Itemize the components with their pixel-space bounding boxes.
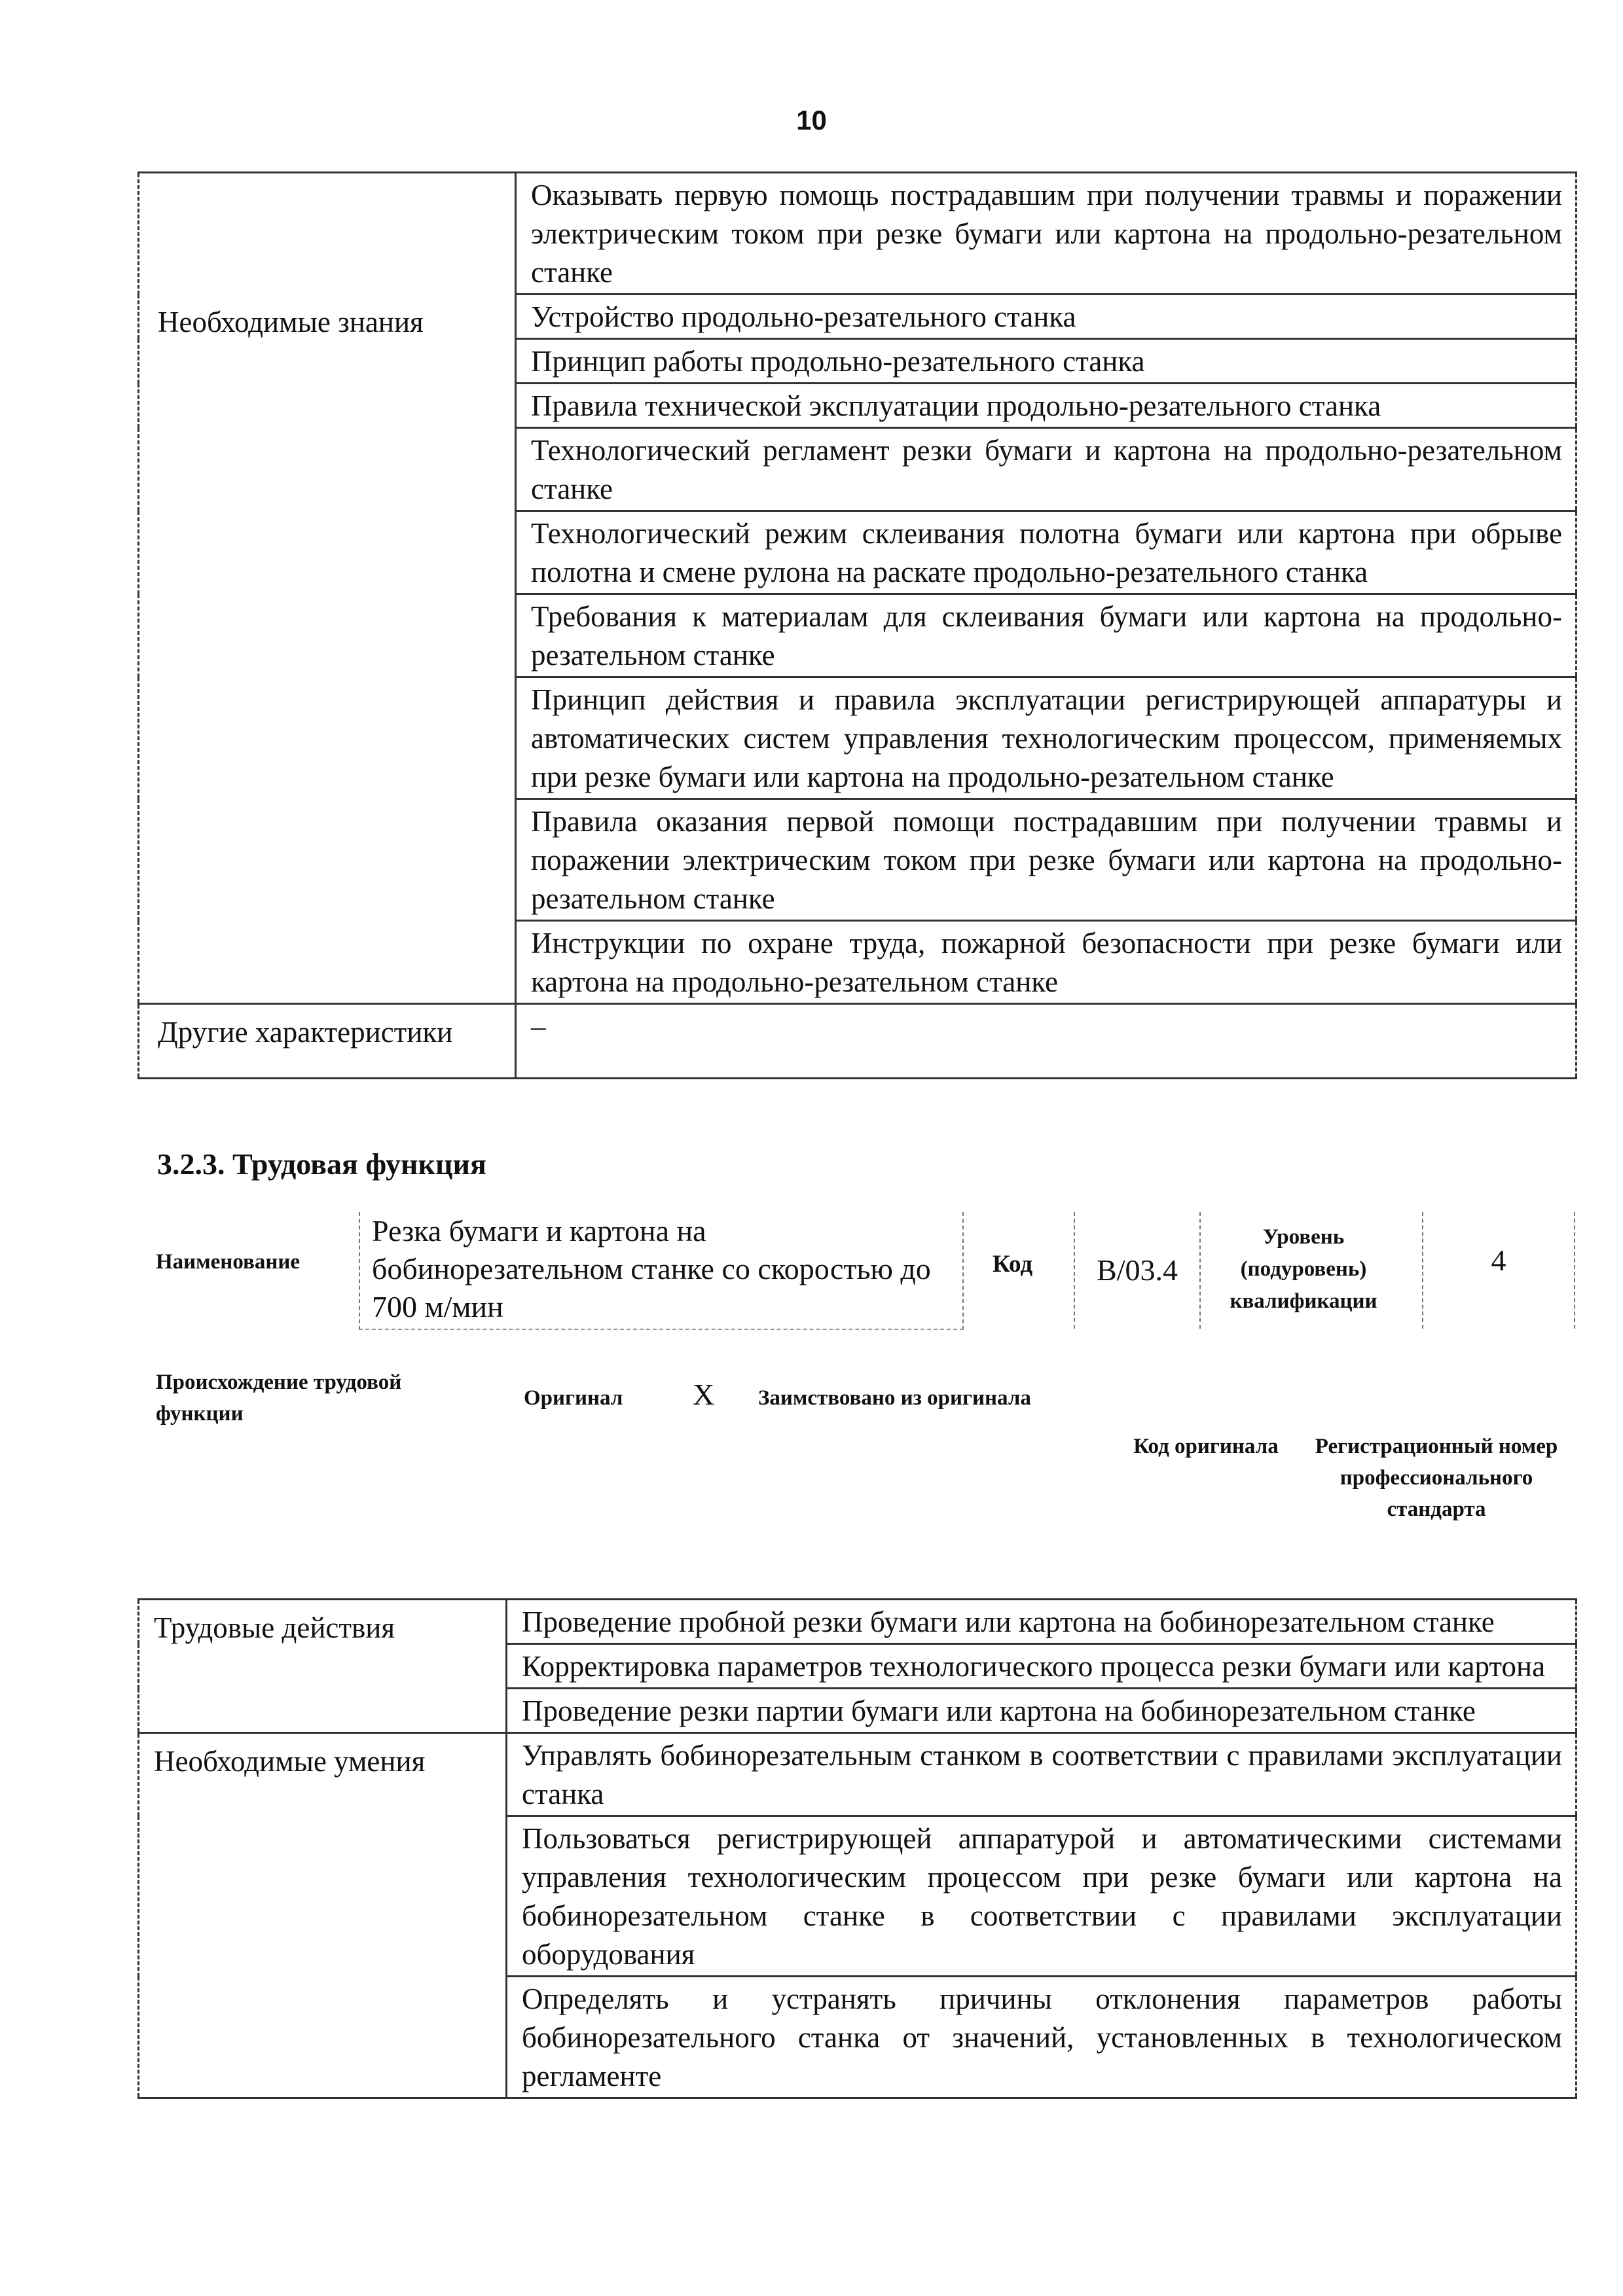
section-heading: 3.2.3. Трудовая функция <box>157 1147 486 1181</box>
table-cell: Инструкции по охране труда, пожарной безопасности при резке бумаги или картона на продольно-резательном станке <box>516 921 1577 1004</box>
table-row <box>139 1004 1577 1079</box>
code-value: B/03.4 <box>1074 1212 1201 1329</box>
actions-table <box>137 1598 1577 2099</box>
origin-code-label: Код оригинала <box>1133 1435 1279 1458</box>
table-cell: Технологический регламент резки бумаги и картона на продольно-резательном станке <box>516 428 1577 511</box>
table-row <box>139 295 1577 339</box>
table-cell: Требования к материалам для склеивания бумаги или картона на продольно-резательном станке <box>516 594 1577 677</box>
table-cell: Технологический режим склеивания полотна бумаги или картона при обрыве полотна и смене рулона на раскате продольно-резательного станка <box>516 511 1577 594</box>
knowledge-table <box>137 171 1577 1079</box>
original-label: Оригинал <box>524 1386 623 1410</box>
borrowed-label: Заимствовано из оригинала <box>758 1386 1031 1410</box>
row-label-skills: Необходимые умения <box>139 1733 507 2098</box>
table-cell: – <box>516 1004 1577 1079</box>
table-cell: Управлять бобинорезательным станком в соответствии с правилами эксплуатации станка <box>507 1733 1577 1816</box>
table-cell: Правила оказания первой помощи пострадавшим при получении травмы и поражении электрическим током при резке бумаги или картона на продольно-резательном станке <box>516 799 1577 921</box>
row-label-actions: Трудовые действия <box>139 1600 507 1733</box>
level-label: Уровень (подуровень) квалификации <box>1230 1225 1377 1313</box>
table-cell: Принцип работы продольно-резательного станка <box>516 339 1577 384</box>
table-cell: Проведение пробной резки бумаги или картона на бобинорезательном станке <box>507 1600 1577 1644</box>
name-label: Наименование <box>156 1250 300 1274</box>
table-cell: Пользоваться регистрирующей аппаратурой и автоматическими системами управления технологическим процессом при резке бумаги или картона на бобинорезательном станке в соответствии с правилами эксплуатации оборудования <box>507 1816 1577 1977</box>
table-cell: Устройство продольно-резательного станка <box>516 295 1577 339</box>
table-cell: Оказывать первую помощь пострадавшим при получении травмы и поражении электрическим током при резке бумаги или картона на продольно-резательном станке <box>516 173 1577 295</box>
table-cell: Проведение резки партии бумаги или картона на бобинорезательном станке <box>507 1689 1577 1733</box>
row-label-other: Другие характеристики <box>139 1004 516 1079</box>
row-label <box>139 173 516 295</box>
table-cell: Правила технической эксплуатации продольно-резательного станка <box>516 384 1577 428</box>
table-cell: Корректировка параметров технологического процесса резки бумаги или картона <box>507 1644 1577 1689</box>
reg-number-label: Регистрационный номер профессионального стандарта <box>1315 1435 1558 1521</box>
origin-label: Происхождение трудовой функции <box>156 1371 402 1426</box>
page-number: 10 <box>796 105 827 135</box>
table-cell: Принцип действия и правила эксплуатации регистрирующей аппаратуры и автоматических систем управления технологическим процессом, применяемых при резке бумаги или картона на продольно-резательном станке <box>516 677 1577 799</box>
name-box <box>359 1212 964 1330</box>
name-value: Резка бумаги и картона на бобинорезательном станке со скоростью до 700 м/мин <box>372 1214 931 1323</box>
code-label: Код <box>993 1251 1033 1278</box>
table-cell: Определять и устранять причины отклонения параметров работы бобинорезательного станка от значений, установленных в технологическом регламенте <box>507 1977 1577 2098</box>
x-mark: Х <box>693 1378 715 1411</box>
row-label-knowledge: Необходимые знания <box>139 295 516 1004</box>
table-row <box>139 1600 1577 1644</box>
table-row <box>139 173 1577 295</box>
table-row <box>139 1733 1577 1816</box>
level-value: 4 <box>1422 1212 1575 1329</box>
